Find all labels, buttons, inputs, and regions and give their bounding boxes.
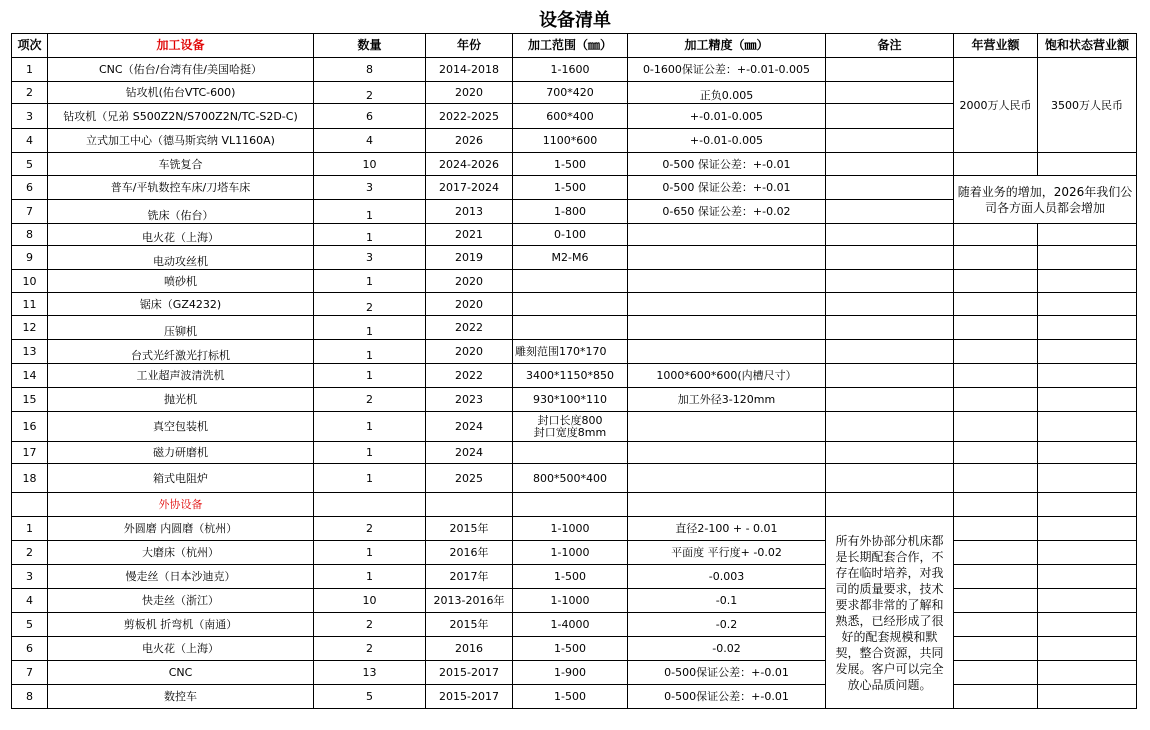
year: 2019 [426, 246, 513, 270]
quantity: 1 [314, 200, 426, 224]
year: 2020 [426, 82, 513, 104]
item-no: 11 [12, 293, 48, 316]
remark [826, 412, 954, 442]
header-year: 年份 [426, 34, 513, 58]
precision: -0.02 [628, 637, 826, 661]
equipment-name: 电火花（上海） [48, 637, 314, 661]
full-capacity-revenue: 3500万人民币 [1038, 58, 1137, 153]
year: 2024-2026 [426, 153, 513, 176]
quantity: 2 [314, 637, 426, 661]
equipment-row [12, 388, 1137, 412]
full-revenue-empty [1038, 565, 1137, 589]
item-no: 2 [12, 541, 48, 565]
equipment-name: 台式光纤激光打标机 [48, 340, 314, 364]
year: 2020 [426, 340, 513, 364]
equipment-row [12, 442, 1137, 464]
quantity: 1 [314, 464, 426, 493]
quantity: 1 [314, 541, 426, 565]
quantity: 2 [314, 613, 426, 637]
item-no: 1 [12, 517, 48, 541]
year: 2015年 [426, 613, 513, 637]
year: 2022 [426, 316, 513, 340]
remark [826, 340, 954, 364]
year: 2017-2024 [426, 176, 513, 200]
revenue-empty [954, 316, 1038, 340]
remark [826, 153, 954, 176]
year: 2015年 [426, 517, 513, 541]
remark [826, 176, 954, 200]
processing-range: 600*400 [513, 104, 628, 129]
precision [628, 224, 826, 246]
quantity: 8 [314, 58, 426, 82]
precision [628, 270, 826, 293]
precision [628, 316, 826, 340]
equipment-name: 压铆机 [48, 316, 314, 340]
year: 2023 [426, 388, 513, 412]
item-no: 3 [12, 104, 48, 129]
equipment-name: 快走丝（浙江） [48, 589, 314, 613]
revenue-empty [954, 153, 1038, 176]
revenue-empty [954, 565, 1038, 589]
equipment-row [12, 270, 1137, 293]
revenue-empty [954, 517, 1038, 541]
processing-range: 1-900 [513, 661, 628, 685]
processing-range: 1-500 [513, 153, 628, 176]
quantity: 1 [314, 364, 426, 388]
item-no: 12 [12, 316, 48, 340]
outsource-row [12, 589, 1137, 613]
precision: 正负0.005 [628, 82, 826, 104]
remark [826, 58, 954, 82]
equipment-name: 工业超声波清洗机 [48, 364, 314, 388]
remark [826, 129, 954, 153]
full-revenue-empty [1038, 388, 1137, 412]
precision [628, 442, 826, 464]
quantity: 2 [314, 82, 426, 104]
precision: +-0.01-0.005 [628, 129, 826, 153]
precision: -0.2 [628, 613, 826, 637]
precision: 0-1600保证公差：+-0.01-0.005 [628, 58, 826, 82]
precision: 直径2-100 + - 0.01 [628, 517, 826, 541]
equipment-name: 真空包装机 [48, 412, 314, 442]
outsource-row [12, 565, 1137, 589]
equipment-row [12, 58, 1137, 82]
year: 2022 [426, 364, 513, 388]
full-revenue-empty [1038, 153, 1137, 176]
equipment-row [12, 340, 1137, 364]
equipment-row [12, 176, 1137, 200]
quantity: 2 [314, 293, 426, 316]
full-revenue-empty [1038, 442, 1137, 464]
year: 2022-2025 [426, 104, 513, 129]
processing-range: 3400*1150*850 [513, 364, 628, 388]
processing-range: 1-1000 [513, 517, 628, 541]
processing-range: 1-1000 [513, 589, 628, 613]
equipment-name: 剪板机 折弯机（南通） [48, 613, 314, 637]
equipment-row [12, 246, 1137, 270]
quantity: 10 [314, 153, 426, 176]
revenue-empty [954, 364, 1038, 388]
processing-range: 1100*600 [513, 129, 628, 153]
precision: 0-500保证公差：+-0.01 [628, 685, 826, 709]
quantity: 1 [314, 270, 426, 293]
annual-revenue: 2000万人民币 [954, 58, 1038, 153]
header-no: 项次 [12, 34, 48, 58]
full-revenue-empty [1038, 224, 1137, 246]
item-no: 13 [12, 340, 48, 364]
quantity: 5 [314, 685, 426, 709]
quantity: 1 [314, 224, 426, 246]
year: 2016 [426, 637, 513, 661]
revenue-empty [954, 464, 1038, 493]
precision: 平面度 平行度+ -0.02 [628, 541, 826, 565]
empty-cell [513, 493, 628, 517]
full-revenue-empty [1038, 340, 1137, 364]
remark [826, 82, 954, 104]
item-no: 10 [12, 270, 48, 293]
outsource-label: 外协设备 [48, 493, 314, 517]
equipment-name: 电火花（上海） [48, 224, 314, 246]
processing-range: 1-500 [513, 637, 628, 661]
full-revenue-empty [1038, 270, 1137, 293]
revenue-empty [954, 442, 1038, 464]
processing-range: 800*500*400 [513, 464, 628, 493]
equipment-name: 喷砂机 [48, 270, 314, 293]
header-range: 加工范围（㎜） [513, 34, 628, 58]
page-title: 设备清单 [539, 10, 611, 31]
equipment-name: 车铣复合 [48, 153, 314, 176]
remark [826, 104, 954, 129]
equipment-name: CNC [48, 661, 314, 685]
equipment-name: 普车/平轨数控车床/刀塔车床 [48, 176, 314, 200]
equipment-row [12, 412, 1137, 442]
revenue-empty [954, 685, 1038, 709]
equipment-name: 慢走丝（日本沙迪克） [48, 565, 314, 589]
precision [628, 464, 826, 493]
item-no: 3 [12, 565, 48, 589]
item-no: 15 [12, 388, 48, 412]
processing-range: 930*100*110 [513, 388, 628, 412]
equipment-name: 铣床（佑台） [48, 200, 314, 224]
year: 2024 [426, 412, 513, 442]
year: 2017年 [426, 565, 513, 589]
equipment-name: 外圆磨 内圆磨（杭州） [48, 517, 314, 541]
empty-cell [426, 493, 513, 517]
equipment-name: 大磨床（杭州） [48, 541, 314, 565]
empty-cell [314, 493, 426, 517]
year: 2013 [426, 200, 513, 224]
revenue-empty [954, 293, 1038, 316]
outsource-row [12, 685, 1137, 709]
year: 2013-2016年 [426, 589, 513, 613]
processing-range: 雕刻范围170*170 [513, 340, 628, 364]
outsource-row [12, 637, 1137, 661]
item-no: 4 [12, 129, 48, 153]
header-qty: 数量 [314, 34, 426, 58]
quantity: 13 [314, 661, 426, 685]
full-revenue-empty [1038, 541, 1137, 565]
revenue-empty [954, 340, 1038, 364]
precision: -0.1 [628, 589, 826, 613]
processing-range: 1-500 [513, 685, 628, 709]
item-no [12, 493, 48, 517]
precision: 加工外径3-120mm [628, 388, 826, 412]
precision: 0-650 保证公差：+-0.02 [628, 200, 826, 224]
full-revenue-empty [1038, 464, 1137, 493]
full-revenue-empty [1038, 661, 1137, 685]
processing-range [513, 293, 628, 316]
remark [826, 364, 954, 388]
equipment-name: 磁力研磨机 [48, 442, 314, 464]
revenue-empty [954, 224, 1038, 246]
precision [628, 412, 826, 442]
precision [628, 340, 826, 364]
remark [826, 442, 954, 464]
year: 2015-2017 [426, 685, 513, 709]
equipment-name: 钻攻机(佑台VTC-600) [48, 82, 314, 104]
year: 2025 [426, 464, 513, 493]
remark [826, 200, 954, 224]
header-revenue: 年营业额 [954, 34, 1038, 58]
full-revenue-empty [1038, 246, 1137, 270]
revenue-empty [954, 270, 1038, 293]
remark [826, 388, 954, 412]
equipment-name: 抛光机 [48, 388, 314, 412]
quantity: 3 [314, 176, 426, 200]
item-no: 8 [12, 224, 48, 246]
empty-cell [628, 493, 826, 517]
year: 2021 [426, 224, 513, 246]
equipment-name: 立式加工中心（德马斯宾纳 VL1160A) [48, 129, 314, 153]
quantity: 1 [314, 565, 426, 589]
item-no: 1 [12, 58, 48, 82]
header-precision: 加工精度（㎜） [628, 34, 826, 58]
equipment-row [12, 464, 1137, 493]
processing-range [513, 442, 628, 464]
processing-range [513, 270, 628, 293]
header-full-revenue: 饱和状态营业额 [1038, 34, 1137, 58]
processing-range [513, 316, 628, 340]
equipment-row [12, 224, 1137, 246]
precision: 1000*600*600(内槽尺寸） [628, 364, 826, 388]
precision [628, 293, 826, 316]
year: 2015-2017 [426, 661, 513, 685]
quantity: 4 [314, 129, 426, 153]
quantity: 1 [314, 340, 426, 364]
precision: +-0.01-0.005 [628, 104, 826, 129]
precision: 0-500 保证公差：+-0.01 [628, 176, 826, 200]
precision [628, 246, 826, 270]
item-no: 17 [12, 442, 48, 464]
remark [826, 464, 954, 493]
precision: 0-500 保证公差：+-0.01 [628, 153, 826, 176]
processing-range: M2-M6 [513, 246, 628, 270]
year: 2016年 [426, 541, 513, 565]
full-revenue-empty [1038, 637, 1137, 661]
equipment-name: 数控车 [48, 685, 314, 709]
revenue-empty [954, 388, 1038, 412]
revenue-empty [954, 637, 1038, 661]
remark [826, 270, 954, 293]
item-no: 9 [12, 246, 48, 270]
item-no: 16 [12, 412, 48, 442]
quantity: 10 [314, 589, 426, 613]
processing-range: 1-500 [513, 176, 628, 200]
equipment-row [12, 316, 1137, 340]
processing-range: 0-100 [513, 224, 628, 246]
item-no: 8 [12, 685, 48, 709]
processing-range: 1-4000 [513, 613, 628, 637]
header-equipment: 加工设备 [48, 34, 314, 58]
item-no: 6 [12, 637, 48, 661]
precision: 0-500保证公差：+-0.01 [628, 661, 826, 685]
outsource-row [12, 541, 1137, 565]
full-revenue-empty [1038, 364, 1137, 388]
item-no: 7 [12, 200, 48, 224]
equipment-name: 箱式电阻炉 [48, 464, 314, 493]
header-row [12, 34, 1137, 58]
outsource-section-row [12, 493, 1137, 517]
full-revenue-empty [1038, 589, 1137, 613]
equipment-name: 钻攻机（兄弟 S500Z2N/S700Z2N/TC-S2D-C) [48, 104, 314, 129]
remark [826, 246, 954, 270]
revenue-empty [954, 246, 1038, 270]
item-no: 6 [12, 176, 48, 200]
full-revenue-empty [1038, 517, 1137, 541]
equipment-table [11, 33, 1137, 709]
empty-cell [826, 493, 954, 517]
processing-range: 1-800 [513, 200, 628, 224]
item-no: 5 [12, 613, 48, 637]
revenue-empty [954, 541, 1038, 565]
remark [826, 316, 954, 340]
empty-cell [954, 493, 1038, 517]
full-revenue-empty [1038, 293, 1137, 316]
processing-range: 封口长度800 封口宽度8mm [513, 412, 628, 442]
full-revenue-empty [1038, 613, 1137, 637]
quantity: 3 [314, 246, 426, 270]
item-no: 5 [12, 153, 48, 176]
quantity: 1 [314, 316, 426, 340]
outsource-note: 所有外协部分机床都是长期配套合作，不存在临时培养，对我司的质量要求，技术要求都非常的了解和熟悉，已经形成了很好的配套规模和默契，整合资源，共同发展。客户可以完全放心品质问题。 [826, 517, 954, 709]
processing-range: 1-1000 [513, 541, 628, 565]
processing-range: 1-1600 [513, 58, 628, 82]
full-revenue-empty [1038, 685, 1137, 709]
equipment-name: CNC（佑台/台湾有佳/美国哈挺） [48, 58, 314, 82]
revenue-empty [954, 589, 1038, 613]
quantity: 1 [314, 442, 426, 464]
processing-range: 1-500 [513, 565, 628, 589]
remark [826, 224, 954, 246]
equipment-name: 电动攻丝机 [48, 246, 314, 270]
equipment-name: 锯床（GZ4232) [48, 293, 314, 316]
year: 2024 [426, 442, 513, 464]
outsource-row [12, 613, 1137, 637]
growth-note: 随着业务的增加，2026年我们公司各方面人员都会增加 [954, 176, 1137, 224]
precision: -0.003 [628, 565, 826, 589]
year: 2026 [426, 129, 513, 153]
quantity: 2 [314, 388, 426, 412]
quantity: 2 [314, 517, 426, 541]
revenue-empty [954, 661, 1038, 685]
empty-cell [1038, 493, 1137, 517]
processing-range: 700*420 [513, 82, 628, 104]
remark [826, 293, 954, 316]
equipment-row [12, 293, 1137, 316]
quantity: 1 [314, 412, 426, 442]
outsource-row [12, 661, 1137, 685]
item-no: 7 [12, 661, 48, 685]
header-remark: 备注 [826, 34, 954, 58]
item-no: 2 [12, 82, 48, 104]
quantity: 6 [314, 104, 426, 129]
revenue-empty [954, 412, 1038, 442]
item-no: 14 [12, 364, 48, 388]
equipment-row [12, 364, 1137, 388]
item-no: 18 [12, 464, 48, 493]
full-revenue-empty [1038, 316, 1137, 340]
year: 2020 [426, 293, 513, 316]
equipment-row [12, 153, 1137, 176]
revenue-empty [954, 613, 1038, 637]
full-revenue-empty [1038, 412, 1137, 442]
year: 2014-2018 [426, 58, 513, 82]
year: 2020 [426, 270, 513, 293]
outsource-row [12, 517, 1137, 541]
item-no: 4 [12, 589, 48, 613]
